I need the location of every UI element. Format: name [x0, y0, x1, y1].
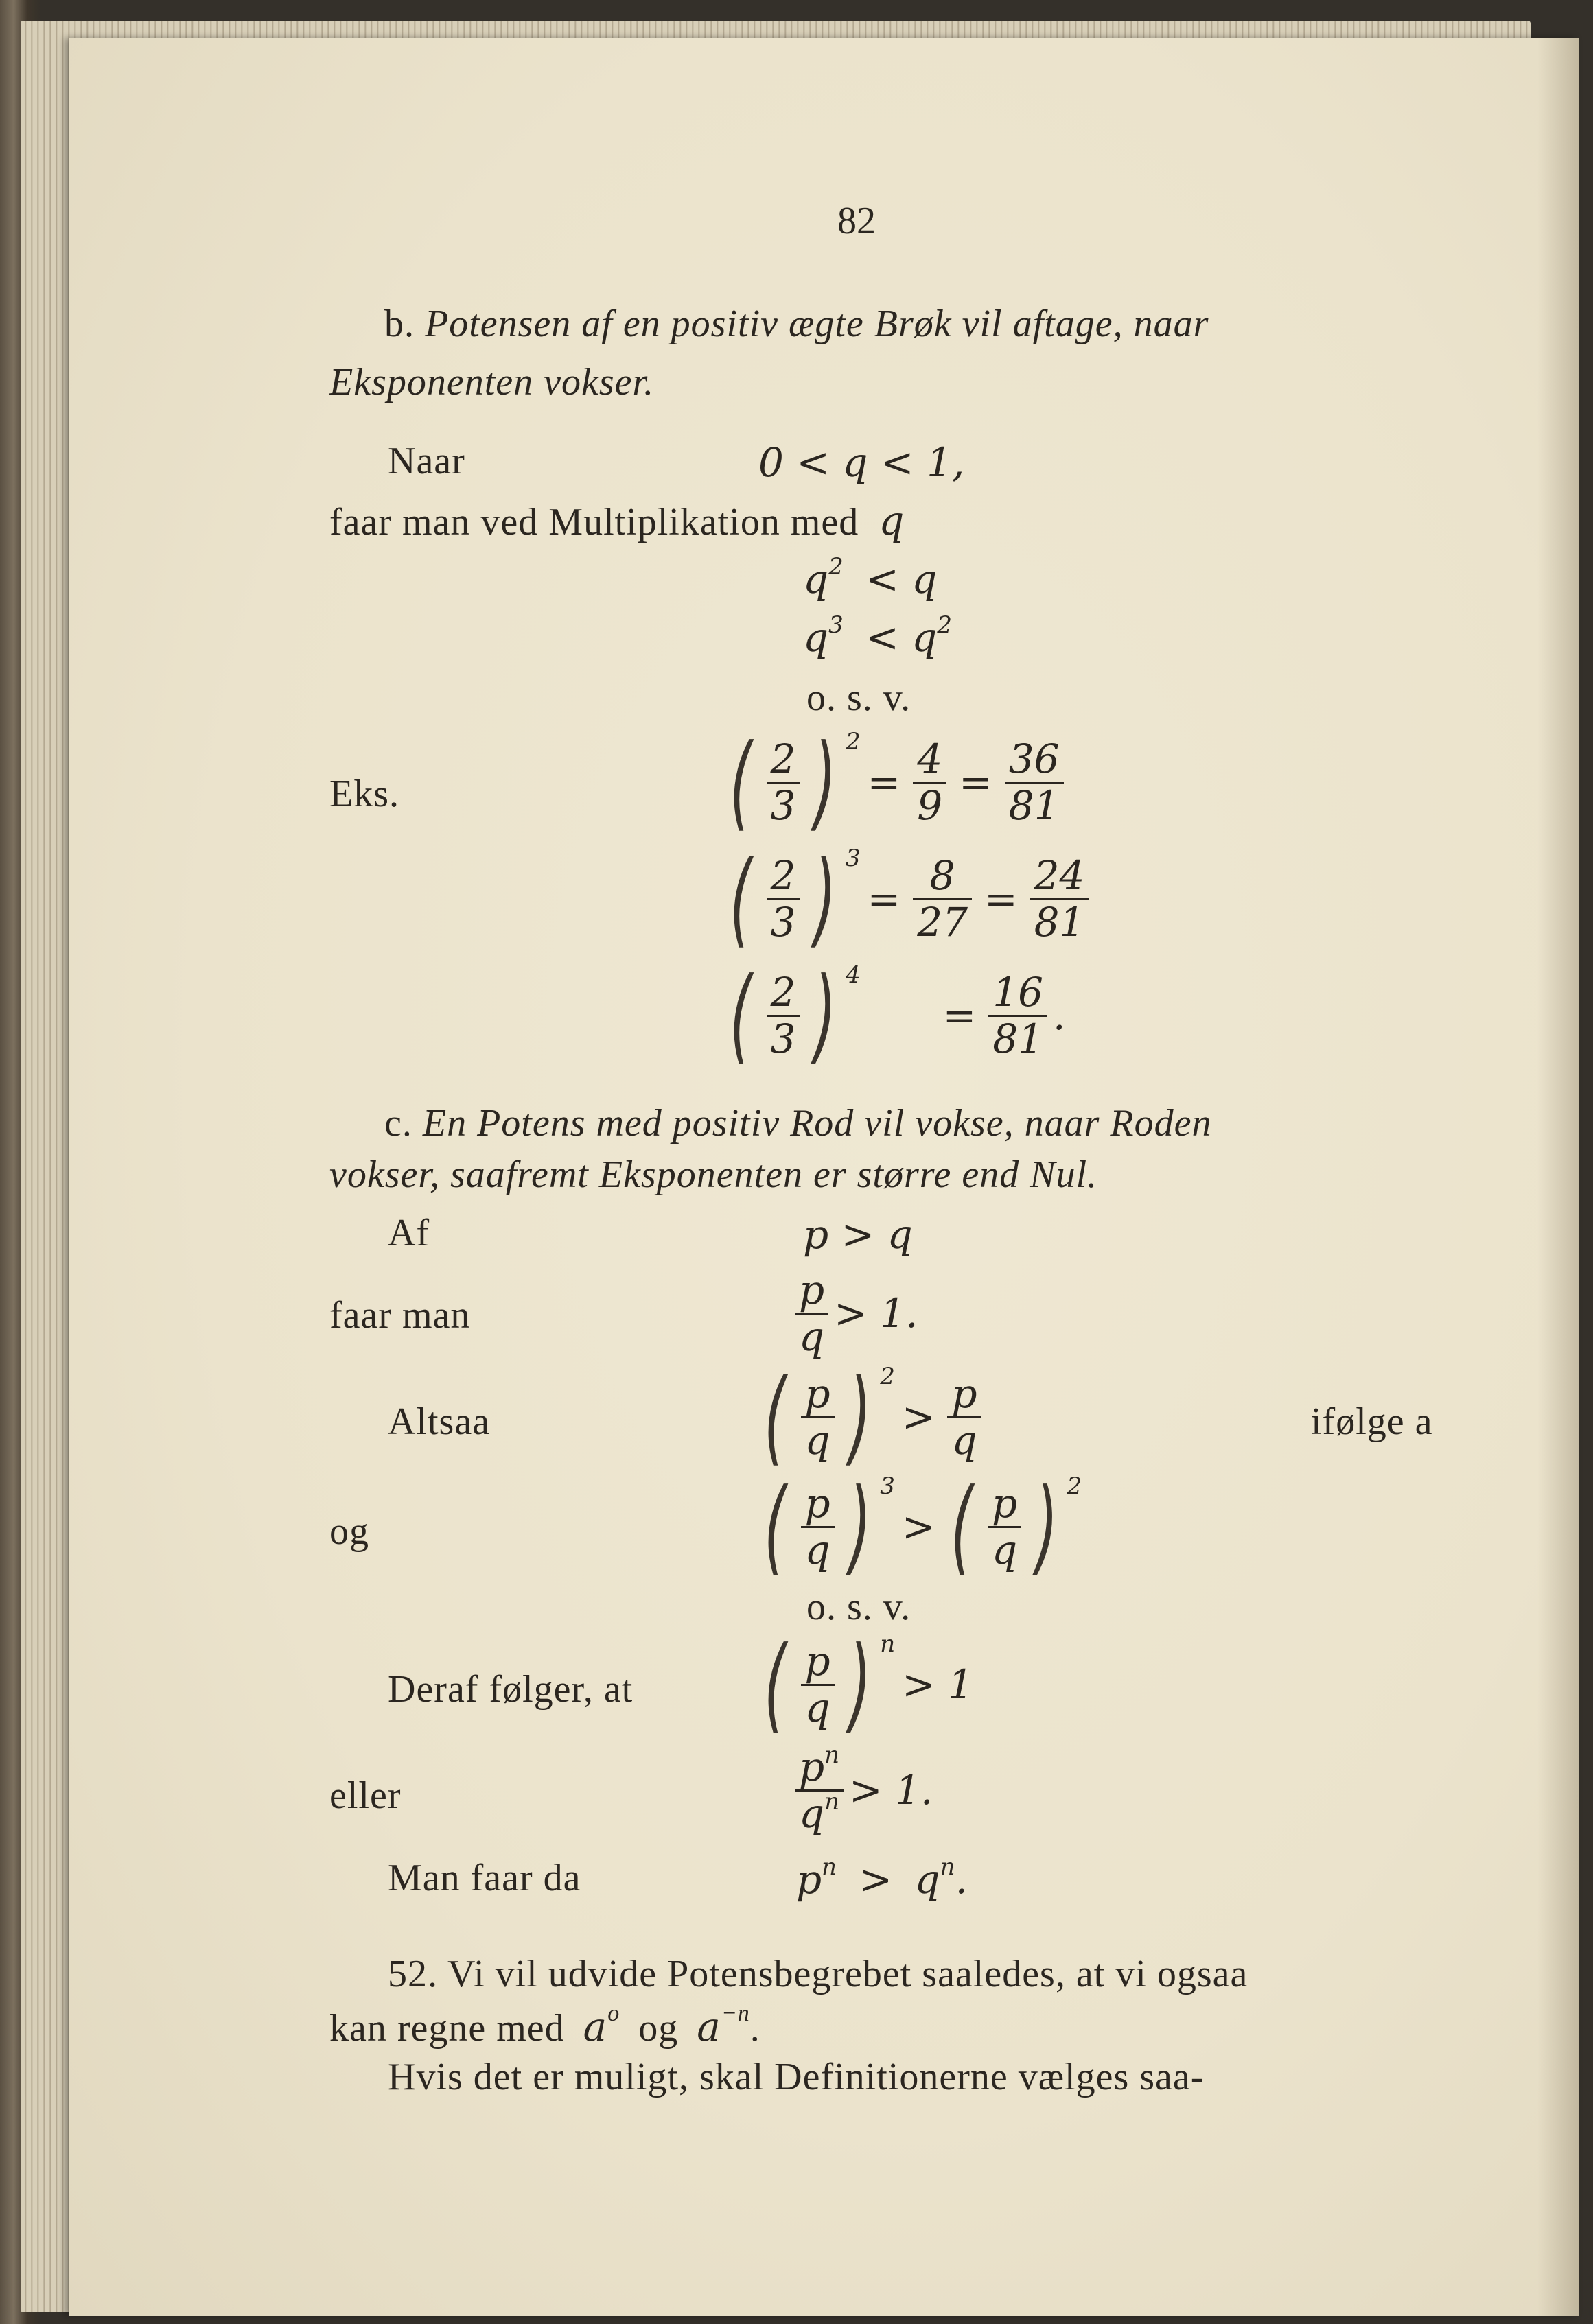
- altsaa-p: p: [801, 1373, 835, 1418]
- altsaa-label: Altsaa: [388, 1400, 491, 1443]
- an-base: a: [697, 2004, 721, 2050]
- altsaa-exp: 2: [880, 1363, 895, 1390]
- example-2: ( $\frac{2}{3}$ ) 3 = $\frac{8}{27}$ = $\frac{24}{81}$: [721, 847, 1094, 950]
- ex3-num: 2: [767, 972, 800, 1017]
- faar-man-label: faar man: [329, 1294, 471, 1337]
- final-expression: [796, 1853, 968, 1903]
- og-exp2: 2: [1067, 1472, 1082, 1500]
- ineq1-rest: < q: [865, 556, 938, 602]
- af-expression: p > q: [803, 1211, 913, 1258]
- eller-p-exp: n: [824, 1741, 840, 1769]
- deraf-p: p: [801, 1641, 835, 1686]
- ex2-den: 3: [770, 898, 796, 946]
- section-52-og: og: [638, 2007, 679, 2050]
- final-p-exp: n: [822, 1853, 837, 1881]
- ineq2-rest: < q: [865, 614, 938, 661]
- og-rhs-p: p: [988, 1483, 1021, 1528]
- og-p: p: [801, 1483, 835, 1528]
- eller-expression: [789, 1741, 933, 1837]
- ex1-den: 3: [770, 782, 796, 829]
- osv-c: o. s. v.: [806, 1586, 911, 1628]
- a0-exp: o: [607, 2001, 620, 2026]
- ex1-exp: 2: [845, 728, 861, 755]
- multiplication-text: faar man ved Multiplikation med: [329, 501, 859, 543]
- final-q: q: [914, 1856, 940, 1903]
- example-3: ( $\frac{2}{3}$ ) 4 = $\frac{16}{81}$ .: [730, 956, 1066, 1075]
- af-label: Af: [388, 1212, 430, 1254]
- altsaa-expression: ( $\frac{p}{q}$ ) 2 > $\frac{p}{q}$: [755, 1365, 987, 1468]
- ineq2-rest-exp: 2: [937, 611, 953, 639]
- section-c-heading-line1: [384, 1101, 1212, 1145]
- deraf-expression: ( $\frac{p}{q}$ ) n > 1: [764, 1625, 974, 1744]
- an-exp: −n: [721, 2001, 750, 2026]
- ex1-res-den: 81: [1008, 782, 1060, 829]
- altsaa-q: q: [804, 1416, 830, 1464]
- a0-base: a: [583, 2004, 608, 2050]
- section-b-heading-line1: [384, 302, 1209, 346]
- ex1-num: 2: [767, 738, 800, 784]
- og-rhs-q: q: [991, 1526, 1018, 1573]
- section-b-label: b.: [384, 303, 415, 345]
- og-q: q: [804, 1526, 830, 1573]
- ex3-res-num: 16: [988, 972, 1047, 1017]
- ex1-mid-num: 4: [913, 738, 946, 784]
- ex2-mid-num: 8: [913, 855, 972, 900]
- ineq2-base: q: [803, 614, 829, 661]
- ex3-exp: 4: [845, 961, 861, 989]
- final-p: p: [796, 1856, 822, 1903]
- ex1-res-num: 36: [1005, 738, 1064, 784]
- eks-label: Eks.: [329, 773, 399, 815]
- inequality-2: [803, 611, 953, 661]
- deraf-gt: > 1: [902, 1661, 974, 1708]
- section-52-line1: 52. Vi vil udvide Potensbegrebet saaledes, at vi ogsaa: [388, 1953, 1248, 1995]
- og-label: og: [329, 1510, 369, 1553]
- c-gt-one: > 1.: [834, 1290, 918, 1337]
- eller-q-exp: n: [824, 1787, 840, 1816]
- book-page: [69, 38, 1579, 2316]
- multiplication-line: [329, 497, 905, 544]
- man-faar-label: Man faar da: [388, 1857, 581, 1899]
- ex2-mid-den: 27: [917, 898, 968, 946]
- final-end: .: [955, 1856, 968, 1903]
- section-52-end: .: [749, 2007, 760, 2050]
- ex1-mid-den: 9: [917, 782, 943, 829]
- example-1: ( $\frac{2}{3}$ ) 2 = $\frac{4}{9}$ = $\frac{36}{81}$: [721, 731, 1069, 834]
- final-gt: >: [859, 1856, 893, 1903]
- altsaa-rhs-q: q: [951, 1416, 977, 1464]
- section-b-heading-text: Potensen af en positiv ægte Brøk vil aftage, naar: [425, 303, 1209, 345]
- page-number: 82: [837, 200, 876, 242]
- ineq2-exp: 3: [828, 611, 844, 639]
- eller-label: eller: [329, 1774, 402, 1817]
- og-exp3: 3: [880, 1472, 895, 1500]
- og-gt: >: [901, 1503, 935, 1550]
- section-c-heading-line2: vokser, saafremt Eksponenten er større end Nul.: [329, 1153, 1098, 1196]
- ex3-end: .: [1053, 992, 1066, 1039]
- ex3-res-den: 81: [992, 1015, 1044, 1062]
- altsaa-rhs-p: p: [947, 1373, 981, 1418]
- eller-gt-one: > 1.: [849, 1767, 933, 1814]
- section-b-heading-line2: Eksponenten vokser.: [329, 361, 655, 403]
- naar-expression: 0 < q < 1,: [758, 439, 965, 486]
- ineq1-exp: 2: [828, 553, 844, 580]
- ex2-res-num: 24: [1030, 855, 1089, 900]
- ineq1-base: q: [803, 556, 829, 602]
- eller-p: p: [799, 1744, 825, 1790]
- naar-label: Naar: [388, 440, 465, 482]
- eller-q: q: [799, 1789, 825, 1837]
- faar-man-expression: [789, 1269, 918, 1358]
- ex3-den: 3: [770, 1015, 796, 1062]
- ifolge-label: ifølge a: [1311, 1400, 1433, 1443]
- inequality-1: [803, 553, 938, 602]
- section-c-label: c.: [384, 1102, 412, 1145]
- final-q-exp: n: [940, 1853, 955, 1881]
- deraf-label: Deraf følger, at: [388, 1668, 633, 1711]
- multiplication-var: q: [879, 497, 905, 544]
- altsaa-gt: >: [901, 1394, 935, 1440]
- osv-b: o. s. v.: [806, 677, 911, 719]
- c-frac-p: p: [795, 1269, 828, 1315]
- section-52-line3: Hvis det er muligt, skal Definitionerne vælges saa-: [388, 2056, 1205, 2098]
- section-52-line2: [329, 2001, 760, 2050]
- ex2-num: 2: [767, 855, 800, 900]
- deraf-exp: n: [880, 1630, 896, 1658]
- section-52-line2-text: kan regne med: [329, 2007, 565, 2050]
- section-c-heading-text: En Potens med positiv Rod vil vokse, naar Roden: [422, 1102, 1212, 1145]
- ex2-exp: 3: [845, 845, 861, 872]
- deraf-q: q: [804, 1684, 830, 1731]
- og-expression: ( $\frac{p}{q}$ ) 3 > ( $\frac{p}{q}$ ) 2: [764, 1467, 1082, 1586]
- ex2-res-den: 81: [1034, 898, 1085, 946]
- c-frac-q: q: [799, 1313, 825, 1360]
